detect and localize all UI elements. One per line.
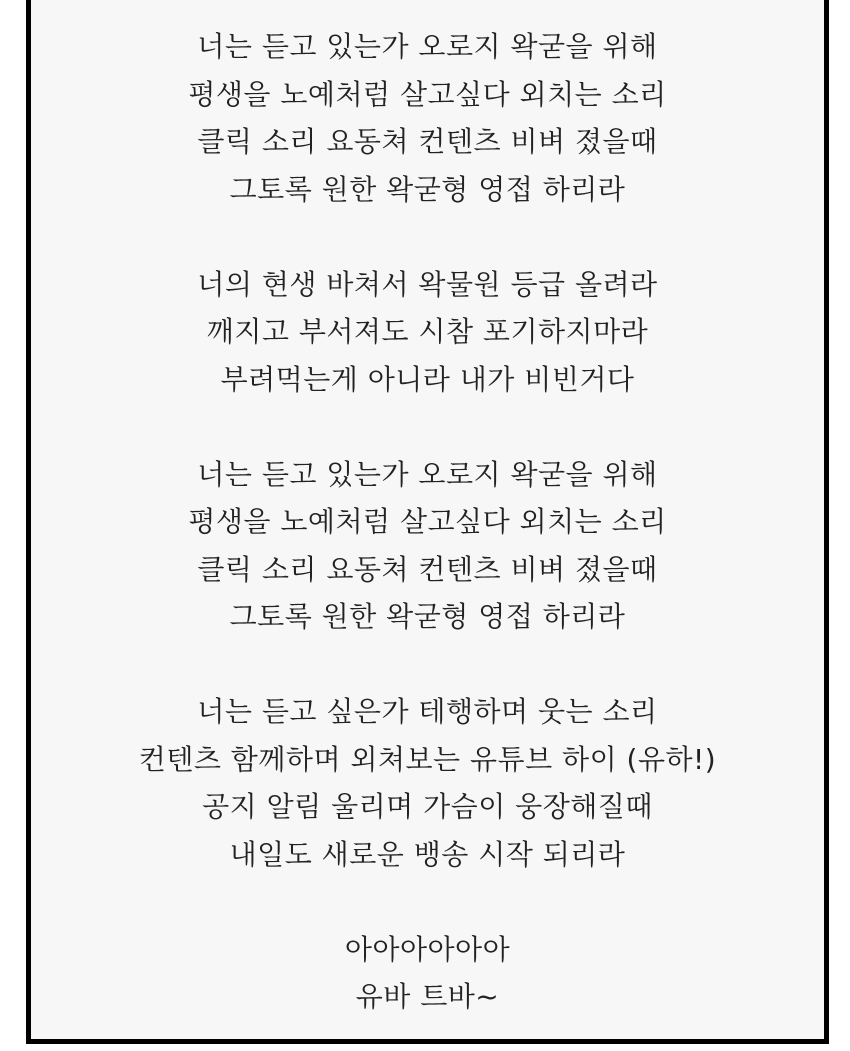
lyrics-frame [26,0,829,1044]
lyric-line: 평생을 노예처럼 살고싶다 외치는 소리 [188,505,667,538]
lyric-line: 너의 현생 바쳐서 왁물원 등급 올려라 [197,267,658,301]
lyric-line: 평생을 노예처럼 살고싶다 외치는 소리 [188,77,667,111]
stanza-5 [31,926,824,1021]
stanza-4 [31,688,824,878]
lyric-line: 그토록 원한 왁굳형 영접 하리라 [229,600,626,633]
lyric-line: 공지 알림 울리며 가슴이 웅장해질때 [202,790,653,823]
lyric-line: 깨지고 부서져도 시참 포기하지마라 [206,315,649,348]
stanza-3 [31,451,824,641]
lyric-line: 유바 트바~ [355,980,500,1013]
stanza-1 [31,23,824,213]
lyric-line: 아아아아아아 [344,932,511,966]
lyric-line: 너는 듣고 싶은가 테행하며 웃는 소리 [197,695,658,728]
lyric-line: 클릭 소리 요동쳐 컨텐츠 비벼 졌을때 [197,125,658,158]
lyric-line: 컨텐츠 함께하며 외쳐보는 유튜브 하이 (유하!) [138,742,717,776]
lyrics-text [31,23,824,1021]
stanza-2 [31,261,824,404]
lyric-line: 부려먹는게 아니라 내가 비빈거다 [220,362,635,396]
lyric-line: 너는 듣고 있는가 오로지 왁굳을 위해 [197,30,658,63]
lyric-line: 너는 듣고 있는가 오로지 왁굳을 위해 [197,457,658,491]
lyric-line: 내일도 새로운 뱅송 시작 되리라 [229,837,626,871]
lyric-line: 그토록 원한 왁굳형 영접 하리라 [229,172,626,206]
lyric-line: 클릭 소리 요동쳐 컨텐츠 비벼 졌을때 [197,552,658,586]
